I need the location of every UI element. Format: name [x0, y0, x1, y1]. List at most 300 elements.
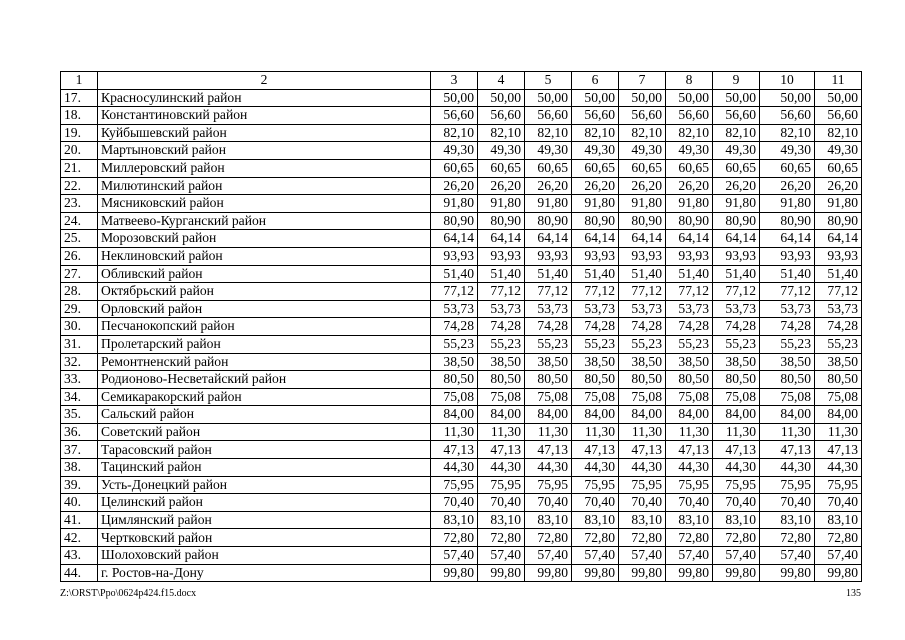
value-cell: 64,14: [713, 230, 760, 248]
value-cell: 77,12: [713, 283, 760, 301]
value-cell: 77,12: [478, 283, 525, 301]
value-cell: 64,14: [478, 230, 525, 248]
district-name: Советский район: [98, 423, 431, 441]
value-cell: 53,73: [572, 300, 619, 318]
value-cell: 99,80: [525, 564, 572, 582]
value-cell: 55,23: [713, 335, 760, 353]
value-cell: 26,20: [525, 177, 572, 195]
table-row: [61, 107, 862, 125]
value-cell: 82,10: [760, 124, 815, 142]
value-cell: 51,40: [478, 265, 525, 283]
value-cell: 26,20: [572, 177, 619, 195]
district-name: Константиновский район: [98, 107, 431, 125]
value-cell: 83,10: [525, 511, 572, 529]
value-cell: 74,28: [815, 318, 862, 336]
value-cell: 57,40: [572, 547, 619, 565]
table-row: [61, 529, 862, 547]
value-cell: 74,28: [525, 318, 572, 336]
value-cell: 44,30: [760, 459, 815, 477]
value-cell: 56,60: [713, 107, 760, 125]
row-number: 32.: [61, 353, 98, 371]
value-cell: 70,40: [666, 494, 713, 512]
table-row: [61, 247, 862, 265]
value-cell: 50,00: [619, 89, 666, 107]
value-cell: 99,80: [572, 564, 619, 582]
value-cell: 80,50: [713, 371, 760, 389]
value-cell: 72,80: [815, 529, 862, 547]
district-name: Октябрьский район: [98, 283, 431, 301]
value-cell: 50,00: [713, 89, 760, 107]
value-cell: 99,80: [619, 564, 666, 582]
value-cell: 84,00: [666, 406, 713, 424]
value-cell: 57,40: [666, 547, 713, 565]
value-cell: 60,65: [525, 159, 572, 177]
value-cell: 80,50: [572, 371, 619, 389]
value-cell: 49,30: [525, 142, 572, 160]
value-cell: 38,50: [666, 353, 713, 371]
table-row: [61, 388, 862, 406]
value-cell: 44,30: [478, 459, 525, 477]
value-cell: 74,28: [478, 318, 525, 336]
value-cell: 74,28: [431, 318, 478, 336]
value-cell: 83,10: [478, 511, 525, 529]
value-cell: 75,95: [431, 476, 478, 494]
header-cell: 11: [815, 72, 862, 90]
value-cell: 44,30: [525, 459, 572, 477]
value-cell: 55,23: [525, 335, 572, 353]
value-cell: 80,50: [760, 371, 815, 389]
value-cell: 70,40: [525, 494, 572, 512]
value-cell: 74,28: [760, 318, 815, 336]
value-cell: 80,90: [478, 212, 525, 230]
value-cell: 51,40: [431, 265, 478, 283]
district-name: Миллеровский район: [98, 159, 431, 177]
table-row: [61, 300, 862, 318]
value-cell: 82,10: [478, 124, 525, 142]
value-cell: 70,40: [478, 494, 525, 512]
value-cell: 64,14: [619, 230, 666, 248]
value-cell: 70,40: [572, 494, 619, 512]
value-cell: 57,40: [525, 547, 572, 565]
header-cell: 9: [713, 72, 760, 90]
value-cell: 60,65: [619, 159, 666, 177]
value-cell: 93,93: [478, 247, 525, 265]
value-cell: 60,65: [431, 159, 478, 177]
value-cell: 83,10: [431, 511, 478, 529]
value-cell: 80,90: [815, 212, 862, 230]
table-row: [61, 494, 862, 512]
value-cell: 91,80: [760, 195, 815, 213]
value-cell: 80,90: [431, 212, 478, 230]
district-name: Родионово-Несветайский район: [98, 371, 431, 389]
value-cell: 72,80: [525, 529, 572, 547]
value-cell: 57,40: [478, 547, 525, 565]
value-cell: 75,95: [619, 476, 666, 494]
value-cell: 75,08: [815, 388, 862, 406]
table-row: [61, 441, 862, 459]
value-cell: 82,10: [572, 124, 619, 142]
value-cell: 64,14: [760, 230, 815, 248]
value-cell: 80,90: [619, 212, 666, 230]
value-cell: 72,80: [666, 529, 713, 547]
district-name: Куйбышевский район: [98, 124, 431, 142]
value-cell: 83,10: [572, 511, 619, 529]
value-cell: 51,40: [666, 265, 713, 283]
value-cell: 84,00: [572, 406, 619, 424]
district-name: Матвеево-Курганский район: [98, 212, 431, 230]
value-cell: 56,60: [619, 107, 666, 125]
value-cell: 50,00: [815, 89, 862, 107]
value-cell: 83,10: [666, 511, 713, 529]
value-cell: 56,60: [431, 107, 478, 125]
row-number: 20.: [61, 142, 98, 160]
value-cell: 75,08: [525, 388, 572, 406]
value-cell: 91,80: [572, 195, 619, 213]
row-number: 40.: [61, 494, 98, 512]
table-row: [61, 124, 862, 142]
value-cell: 91,80: [666, 195, 713, 213]
value-cell: 83,10: [619, 511, 666, 529]
district-name: Целинский район: [98, 494, 431, 512]
value-cell: 82,10: [815, 124, 862, 142]
footer-file-path: Z:\ORST\Ppo\0624p424.f15.docx: [60, 588, 197, 599]
value-cell: 50,00: [478, 89, 525, 107]
table-row: [61, 564, 862, 582]
value-cell: 51,40: [525, 265, 572, 283]
table-header-row: [61, 72, 862, 90]
district-name: Чертковский район: [98, 529, 431, 547]
value-cell: 99,80: [666, 564, 713, 582]
value-cell: 38,50: [713, 353, 760, 371]
value-cell: 93,93: [666, 247, 713, 265]
value-cell: 72,80: [431, 529, 478, 547]
row-number: 42.: [61, 529, 98, 547]
row-number: 21.: [61, 159, 98, 177]
value-cell: 56,60: [572, 107, 619, 125]
value-cell: 50,00: [760, 89, 815, 107]
value-cell: 38,50: [431, 353, 478, 371]
value-cell: 70,40: [815, 494, 862, 512]
page-number: 135: [846, 588, 861, 599]
value-cell: 77,12: [815, 283, 862, 301]
value-cell: 50,00: [431, 89, 478, 107]
value-cell: 75,95: [666, 476, 713, 494]
table-row: [61, 353, 862, 371]
value-cell: 64,14: [525, 230, 572, 248]
value-cell: 84,00: [525, 406, 572, 424]
value-cell: 50,00: [666, 89, 713, 107]
value-cell: 93,93: [431, 247, 478, 265]
value-cell: 84,00: [815, 406, 862, 424]
table-row: [61, 511, 862, 529]
value-cell: 49,30: [431, 142, 478, 160]
table-row: [61, 318, 862, 336]
row-number: 33.: [61, 371, 98, 389]
district-name: Семикаракорский район: [98, 388, 431, 406]
table-row: [61, 142, 862, 160]
value-cell: 11,30: [619, 423, 666, 441]
value-cell: 82,10: [525, 124, 572, 142]
value-cell: 99,80: [760, 564, 815, 582]
value-cell: 55,23: [431, 335, 478, 353]
district-name: Тарасовский район: [98, 441, 431, 459]
value-cell: 99,80: [478, 564, 525, 582]
value-cell: 57,40: [431, 547, 478, 565]
value-cell: 75,08: [760, 388, 815, 406]
data-table: [60, 71, 862, 582]
value-cell: 47,13: [619, 441, 666, 459]
value-cell: 64,14: [666, 230, 713, 248]
value-cell: 75,95: [525, 476, 572, 494]
table-row: [61, 335, 862, 353]
value-cell: 84,00: [431, 406, 478, 424]
value-cell: 26,20: [760, 177, 815, 195]
value-cell: 55,23: [572, 335, 619, 353]
value-cell: 80,50: [431, 371, 478, 389]
row-number: 34.: [61, 388, 98, 406]
value-cell: 80,90: [760, 212, 815, 230]
value-cell: 56,60: [666, 107, 713, 125]
value-cell: 80,50: [478, 371, 525, 389]
value-cell: 60,65: [666, 159, 713, 177]
value-cell: 82,10: [666, 124, 713, 142]
header-cell: 10: [760, 72, 815, 90]
value-cell: 80,90: [713, 212, 760, 230]
value-cell: 83,10: [815, 511, 862, 529]
value-cell: 47,13: [815, 441, 862, 459]
value-cell: 75,08: [431, 388, 478, 406]
value-cell: 49,30: [713, 142, 760, 160]
row-number: 28.: [61, 283, 98, 301]
table-row: [61, 459, 862, 477]
value-cell: 72,80: [619, 529, 666, 547]
row-number: 41.: [61, 511, 98, 529]
value-cell: 38,50: [619, 353, 666, 371]
value-cell: 77,12: [619, 283, 666, 301]
value-cell: 80,50: [815, 371, 862, 389]
value-cell: 11,30: [666, 423, 713, 441]
value-cell: 49,30: [666, 142, 713, 160]
value-cell: 60,65: [572, 159, 619, 177]
header-cell: 6: [572, 72, 619, 90]
value-cell: 99,80: [431, 564, 478, 582]
value-cell: 26,20: [478, 177, 525, 195]
value-cell: 53,73: [478, 300, 525, 318]
value-cell: 50,00: [525, 89, 572, 107]
value-cell: 82,10: [713, 124, 760, 142]
value-cell: 53,73: [760, 300, 815, 318]
header-cell: 7: [619, 72, 666, 90]
value-cell: 82,10: [431, 124, 478, 142]
value-cell: 64,14: [572, 230, 619, 248]
value-cell: 26,20: [619, 177, 666, 195]
value-cell: 80,90: [572, 212, 619, 230]
value-cell: 80,90: [525, 212, 572, 230]
value-cell: 80,50: [525, 371, 572, 389]
value-cell: 26,20: [666, 177, 713, 195]
district-name: г. Ростов-на-Дону: [98, 564, 431, 582]
value-cell: 55,23: [815, 335, 862, 353]
value-cell: 11,30: [431, 423, 478, 441]
value-cell: 53,73: [525, 300, 572, 318]
value-cell: 57,40: [713, 547, 760, 565]
value-cell: 11,30: [525, 423, 572, 441]
value-cell: 75,08: [619, 388, 666, 406]
value-cell: 38,50: [760, 353, 815, 371]
row-number: 17.: [61, 89, 98, 107]
value-cell: 53,73: [619, 300, 666, 318]
value-cell: 93,93: [815, 247, 862, 265]
value-cell: 51,40: [713, 265, 760, 283]
value-cell: 50,00: [572, 89, 619, 107]
value-cell: 47,13: [572, 441, 619, 459]
value-cell: 91,80: [478, 195, 525, 213]
table-row: [61, 423, 862, 441]
value-cell: 64,14: [815, 230, 862, 248]
value-cell: 75,95: [760, 476, 815, 494]
value-cell: 84,00: [760, 406, 815, 424]
value-cell: 80,50: [666, 371, 713, 389]
district-name: Цимлянский район: [98, 511, 431, 529]
value-cell: 53,73: [666, 300, 713, 318]
value-cell: 93,93: [760, 247, 815, 265]
table-row: [61, 212, 862, 230]
header-cell: 4: [478, 72, 525, 90]
value-cell: 75,95: [815, 476, 862, 494]
value-cell: 84,00: [713, 406, 760, 424]
value-cell: 70,40: [431, 494, 478, 512]
value-cell: 72,80: [713, 529, 760, 547]
value-cell: 72,80: [760, 529, 815, 547]
value-cell: 47,13: [431, 441, 478, 459]
row-number: 36.: [61, 423, 98, 441]
value-cell: 57,40: [760, 547, 815, 565]
value-cell: 83,10: [760, 511, 815, 529]
value-cell: 38,50: [572, 353, 619, 371]
value-cell: 74,28: [572, 318, 619, 336]
value-cell: 84,00: [478, 406, 525, 424]
value-cell: 82,10: [619, 124, 666, 142]
district-name: Красносулинский район: [98, 89, 431, 107]
value-cell: 44,30: [666, 459, 713, 477]
value-cell: 51,40: [760, 265, 815, 283]
value-cell: 84,00: [619, 406, 666, 424]
value-cell: 11,30: [713, 423, 760, 441]
table-row: [61, 476, 862, 494]
value-cell: 38,50: [525, 353, 572, 371]
value-cell: 26,20: [815, 177, 862, 195]
value-cell: 93,93: [572, 247, 619, 265]
value-cell: 75,95: [713, 476, 760, 494]
district-name: Орловский район: [98, 300, 431, 318]
value-cell: 74,28: [619, 318, 666, 336]
value-cell: 44,30: [431, 459, 478, 477]
table-row: [61, 265, 862, 283]
value-cell: 49,30: [478, 142, 525, 160]
value-cell: 38,50: [478, 353, 525, 371]
table-row: [61, 406, 862, 424]
row-number: 23.: [61, 195, 98, 213]
value-cell: 77,12: [525, 283, 572, 301]
district-name: Тацинский район: [98, 459, 431, 477]
table-row: [61, 177, 862, 195]
value-cell: 49,30: [815, 142, 862, 160]
value-cell: 70,40: [619, 494, 666, 512]
row-number: 44.: [61, 564, 98, 582]
value-cell: 38,50: [815, 353, 862, 371]
value-cell: 26,20: [431, 177, 478, 195]
value-cell: 26,20: [713, 177, 760, 195]
district-name: Мартыновский район: [98, 142, 431, 160]
table-row: [61, 195, 862, 213]
value-cell: 99,80: [713, 564, 760, 582]
district-name: Шолоховский район: [98, 547, 431, 565]
district-name: Усть-Донецкий район: [98, 476, 431, 494]
value-cell: 55,23: [619, 335, 666, 353]
value-cell: 47,13: [713, 441, 760, 459]
value-cell: 55,23: [666, 335, 713, 353]
value-cell: 11,30: [815, 423, 862, 441]
value-cell: 49,30: [619, 142, 666, 160]
district-name: Мясниковский район: [98, 195, 431, 213]
value-cell: 11,30: [760, 423, 815, 441]
value-cell: 47,13: [478, 441, 525, 459]
value-cell: 53,73: [431, 300, 478, 318]
value-cell: 55,23: [760, 335, 815, 353]
value-cell: 72,80: [478, 529, 525, 547]
value-cell: 91,80: [713, 195, 760, 213]
value-cell: 57,40: [815, 547, 862, 565]
value-cell: 70,40: [760, 494, 815, 512]
district-name: Неклиновский район: [98, 247, 431, 265]
district-name: Ремонтненский район: [98, 353, 431, 371]
value-cell: 75,95: [572, 476, 619, 494]
row-number: 31.: [61, 335, 98, 353]
row-number: 18.: [61, 107, 98, 125]
value-cell: 47,13: [525, 441, 572, 459]
table-row: [61, 283, 862, 301]
value-cell: 47,13: [760, 441, 815, 459]
value-cell: 51,40: [572, 265, 619, 283]
table-row: [61, 371, 862, 389]
value-cell: 51,40: [619, 265, 666, 283]
row-number: 29.: [61, 300, 98, 318]
header-cell: 5: [525, 72, 572, 90]
value-cell: 47,13: [666, 441, 713, 459]
value-cell: 56,60: [478, 107, 525, 125]
value-cell: 80,50: [619, 371, 666, 389]
value-cell: 77,12: [431, 283, 478, 301]
value-cell: 75,08: [666, 388, 713, 406]
table-row: [61, 89, 862, 107]
value-cell: 80,90: [666, 212, 713, 230]
header-cell: 3: [431, 72, 478, 90]
value-cell: 75,08: [478, 388, 525, 406]
value-cell: 44,30: [572, 459, 619, 477]
value-cell: 75,08: [572, 388, 619, 406]
value-cell: 51,40: [815, 265, 862, 283]
row-number: 37.: [61, 441, 98, 459]
value-cell: 93,93: [713, 247, 760, 265]
value-cell: 77,12: [572, 283, 619, 301]
value-cell: 77,12: [760, 283, 815, 301]
row-number: 35.: [61, 406, 98, 424]
value-cell: 56,60: [815, 107, 862, 125]
value-cell: 64,14: [431, 230, 478, 248]
value-cell: 53,73: [713, 300, 760, 318]
header-cell: 8: [666, 72, 713, 90]
value-cell: 56,60: [760, 107, 815, 125]
